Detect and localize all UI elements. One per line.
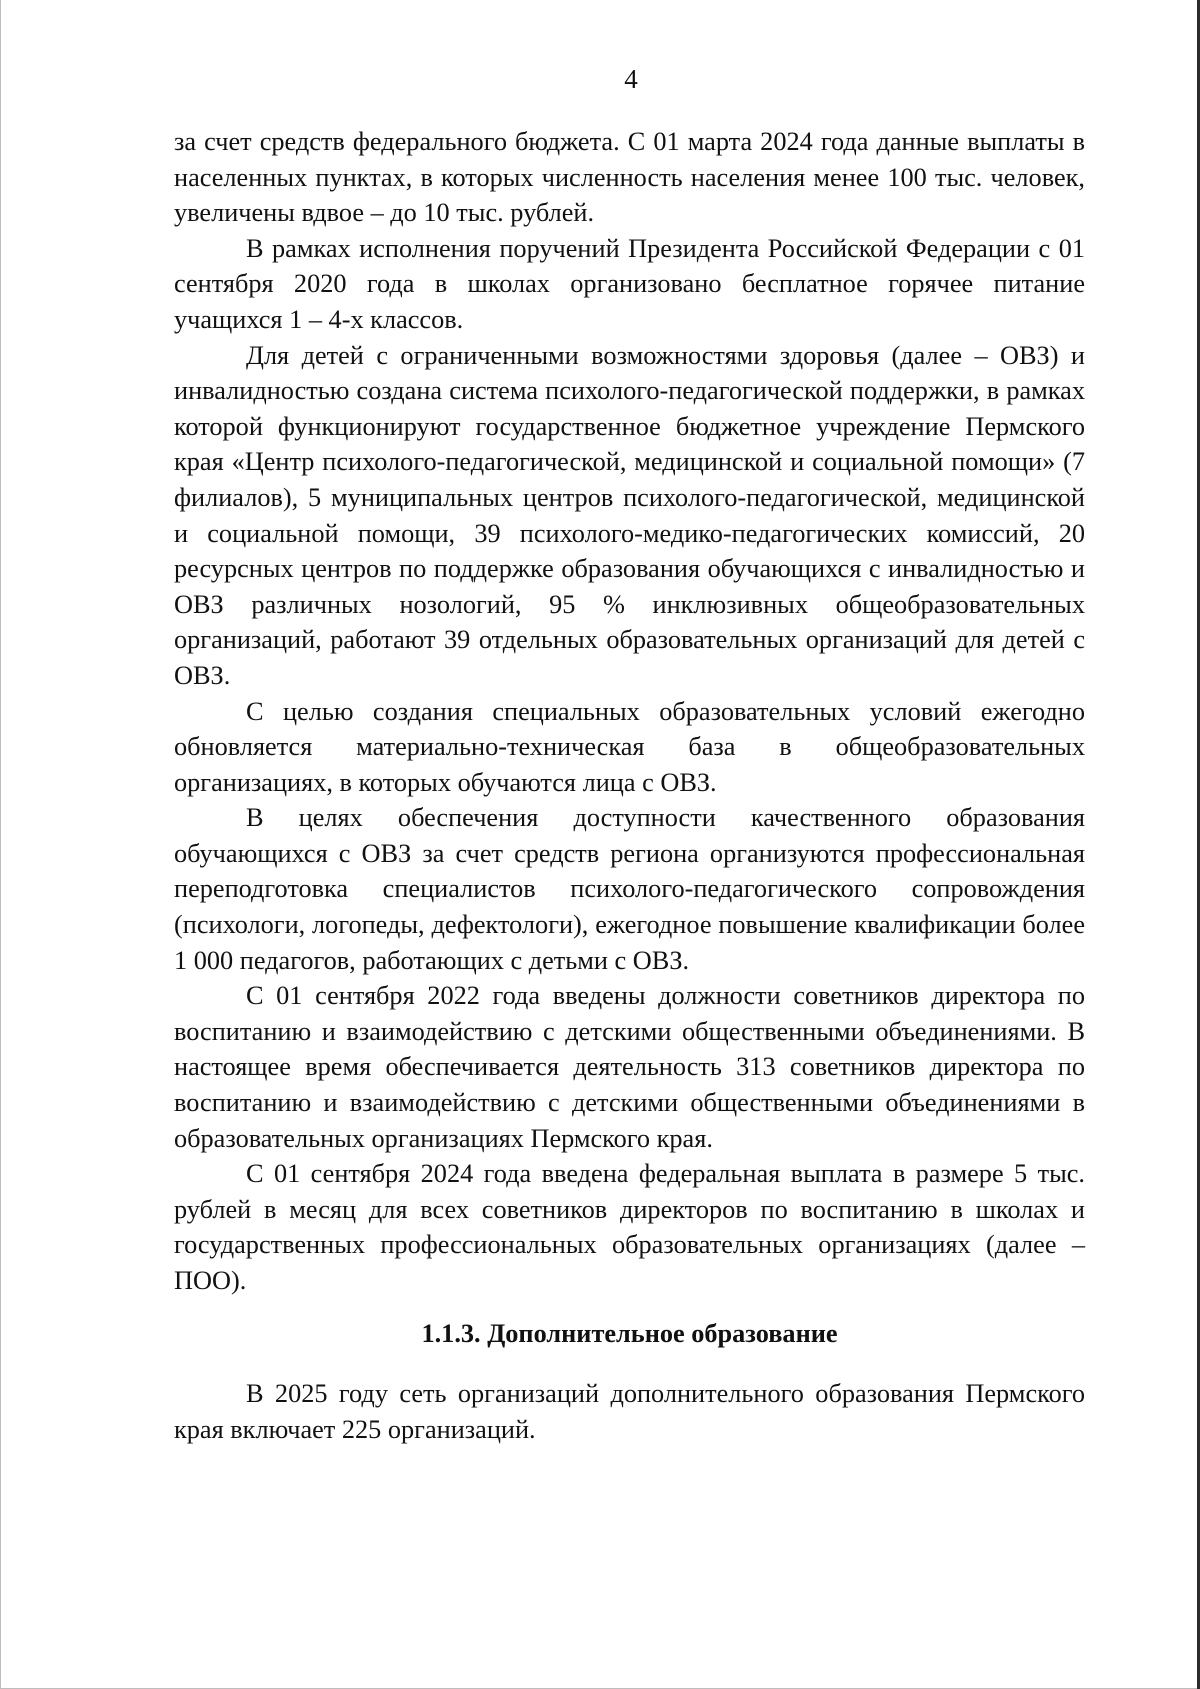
paragraph-federal-payment: С 01 сентября 2024 года введена федеральная выплата в размере 5 тыс. рублей в месяц для всех советников директоров по воспитанию в школах и государственных профессиональных образовательных организациях (далее – ПОО).: [174, 1159, 1085, 1295]
paragraph-director-advisors: С 01 сентября 2022 года введены должности советников директора по воспитанию и взаимодействию с детскими общественными объединениями. В настоящее время обеспечивается деятельность 313 советников директора по воспитанию и взаимодействию с детскими общественными объединениями в образовательных организациях Пермского края.: [174, 981, 1085, 1153]
page-number: 4: [624, 64, 638, 94]
paragraph-ovz-support-system: Для детей с ограниченными возможностями здоровья (далее – ОВЗ) и инвалидностью создана система психолого-педагогической поддержки, в рамках которой функционируют государственное бюджетное учреждение Пермского края «Центр психолого-педагогической, медицинской и социальной помощи» (7 филиалов), 5 муниципальных центров психолого-педагогической, медицинской и социальной помощи, 39 психолого-медико-педагогических комиссий, 20 ресурсных центров по поддержке образования обучающихся с инвалидностью и ОВЗ различных нозологий, 95 % инклюзивных общеобразовательных организаций, работают 39 отдельных образовательных организаций для детей с ОВЗ.: [174, 340, 1085, 690]
paragraph-teacher-training: В целях обеспечения доступности качественного образования обучающихся с ОВЗ за счет средств региона организуются профессиональная переподготовка специалистов психолого-педагогического сопровождения (психологи, логопеды, дефектологи), ежегодное повышение квалификации более 1 000 педагогов, работающих с детьми с ОВЗ.: [174, 803, 1085, 975]
paragraph-hot-meals: В рамках исполнения поручений Президента Российской Федерации с 01 сентября 2020 года в школах организовано бесплатное горячее питание учащихся 1 – 4-х классов.: [174, 233, 1085, 334]
document-body: [174, 124, 1085, 1447]
paragraph-material-base: С целью создания специальных образовательных условий ежегодно обновляется материально-техническая база в общеобразовательных организациях, в которых обучаются лица с ОВЗ.: [174, 696, 1085, 797]
paragraph-additional-education: В 2025 году сеть организаций дополнительного образования Пермского края включает 225 организаций.: [174, 1379, 1085, 1444]
paragraph-continuation: за счет средств федерального бюджета. С 01 марта 2024 года данные выплаты в населенных пунктах, в которых численность населения менее 100 тыс. человек, увеличены вдвое – до 10 тыс. рублей.: [174, 127, 1085, 228]
section-heading: 1.1.3. Дополнительное образование: [421, 1318, 838, 1348]
